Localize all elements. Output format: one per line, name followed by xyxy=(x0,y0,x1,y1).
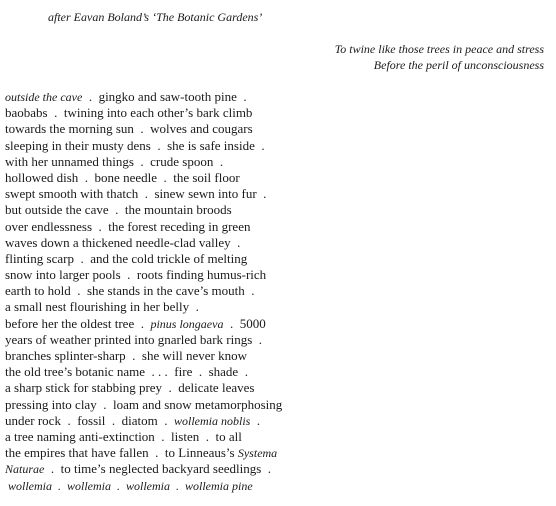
poem-text: . to time’s neglected backyard seedlings . xyxy=(44,461,272,477)
poem-line xyxy=(5,429,282,445)
epigraph xyxy=(335,41,544,73)
poem-line xyxy=(5,397,282,413)
poem-line xyxy=(5,138,282,154)
poem-line xyxy=(5,445,282,461)
poem-line xyxy=(5,170,282,186)
poem-text: . 5000 xyxy=(223,315,266,331)
poem-italic-phrase: wollemia noblis xyxy=(173,413,251,428)
poem-line xyxy=(5,283,282,299)
poem-line xyxy=(5,219,282,235)
poem-line xyxy=(5,461,282,477)
poem-text: pressing into clay . loam and snow metamorphosing xyxy=(5,396,283,412)
poem-text: swept smooth with thatch . sinew sewn into fur . xyxy=(5,186,267,202)
poem-line xyxy=(5,105,282,121)
poem-text: earth to hold . she stands in the cave’s mouth . xyxy=(5,283,255,299)
poem-text: baobabs . twining into each other’s bark climb xyxy=(5,105,253,121)
poem-body xyxy=(5,89,282,494)
dedication: after Eavan Boland’s ‘The Botanic Gardens’ xyxy=(48,10,263,24)
poem-text: branches splinter-sharp . she will never know xyxy=(5,348,247,363)
poem-italic-phrase: pinus longaeva xyxy=(150,316,224,331)
poem-text: a tree naming anti-extinction . listen . to all xyxy=(5,428,242,444)
poem-italic-phrase: Systema xyxy=(237,446,278,461)
poem-text: snow into larger pools . roots finding humus-rich xyxy=(5,267,267,283)
poem-italic-phrase: Naturae xyxy=(5,462,45,477)
poem-text: a sharp stick for stabbing prey . delicate leaves xyxy=(5,380,255,396)
poem-text: a small nest flourishing in her belly . xyxy=(5,299,199,315)
poem-text: but outside the cave . the mountain broods xyxy=(5,202,232,218)
poem-text: with her unnamed things . crude spoon . xyxy=(5,153,224,169)
poem-text: under rock . fossil . diatom . xyxy=(5,412,174,428)
poem-line xyxy=(5,202,282,218)
poem-italic-phrase: outside the cave xyxy=(5,90,83,104)
poem-line xyxy=(5,478,282,494)
poem-line xyxy=(5,267,282,283)
poem-line xyxy=(5,348,282,364)
poem-text: waves down a thickened needle-clad valley . xyxy=(5,234,241,250)
poem-line xyxy=(5,251,282,267)
poem-line xyxy=(5,121,282,137)
epigraph-line: To twine like those trees in peace and stress xyxy=(334,42,544,56)
poem-line xyxy=(5,364,282,380)
poem-line xyxy=(5,235,282,251)
poem-line xyxy=(5,316,282,332)
poem-text: hollowed dish . bone needle . the soil floor xyxy=(5,169,240,185)
poem-line xyxy=(5,186,282,202)
poem-text: over endlessness . the forest receding in green xyxy=(5,218,251,234)
poem-text: the old tree’s botanic name . . . fire . shade . xyxy=(5,364,248,380)
poem-line xyxy=(5,413,282,429)
poem-text: before her the oldest tree . xyxy=(5,315,151,331)
epigraph-line: Before the peril of unconsciousness xyxy=(373,58,544,72)
poem-text: . gingko and saw-tooth pine . xyxy=(82,89,247,104)
poem-line xyxy=(5,380,282,396)
poem-text: years of weather printed into gnarled bark rings . xyxy=(5,331,263,347)
poem-line xyxy=(5,332,282,348)
poem-text: flinting scarp . and the cold trickle of melting xyxy=(5,250,248,266)
poem-text: sleeping in their musty dens . she is safe inside . xyxy=(5,137,265,153)
poem-line xyxy=(5,154,282,170)
poem-italic-phrase: wollemia . wollemia . wollemia . wollemia pine xyxy=(5,478,253,493)
poem-line xyxy=(5,299,282,315)
poem-text: the empires that have fallen . to Linneaus’s xyxy=(5,445,238,461)
poem-text: . xyxy=(250,412,261,428)
poem-line xyxy=(5,89,282,105)
poem-text: towards the morning sun . wolves and cougars xyxy=(5,121,253,137)
